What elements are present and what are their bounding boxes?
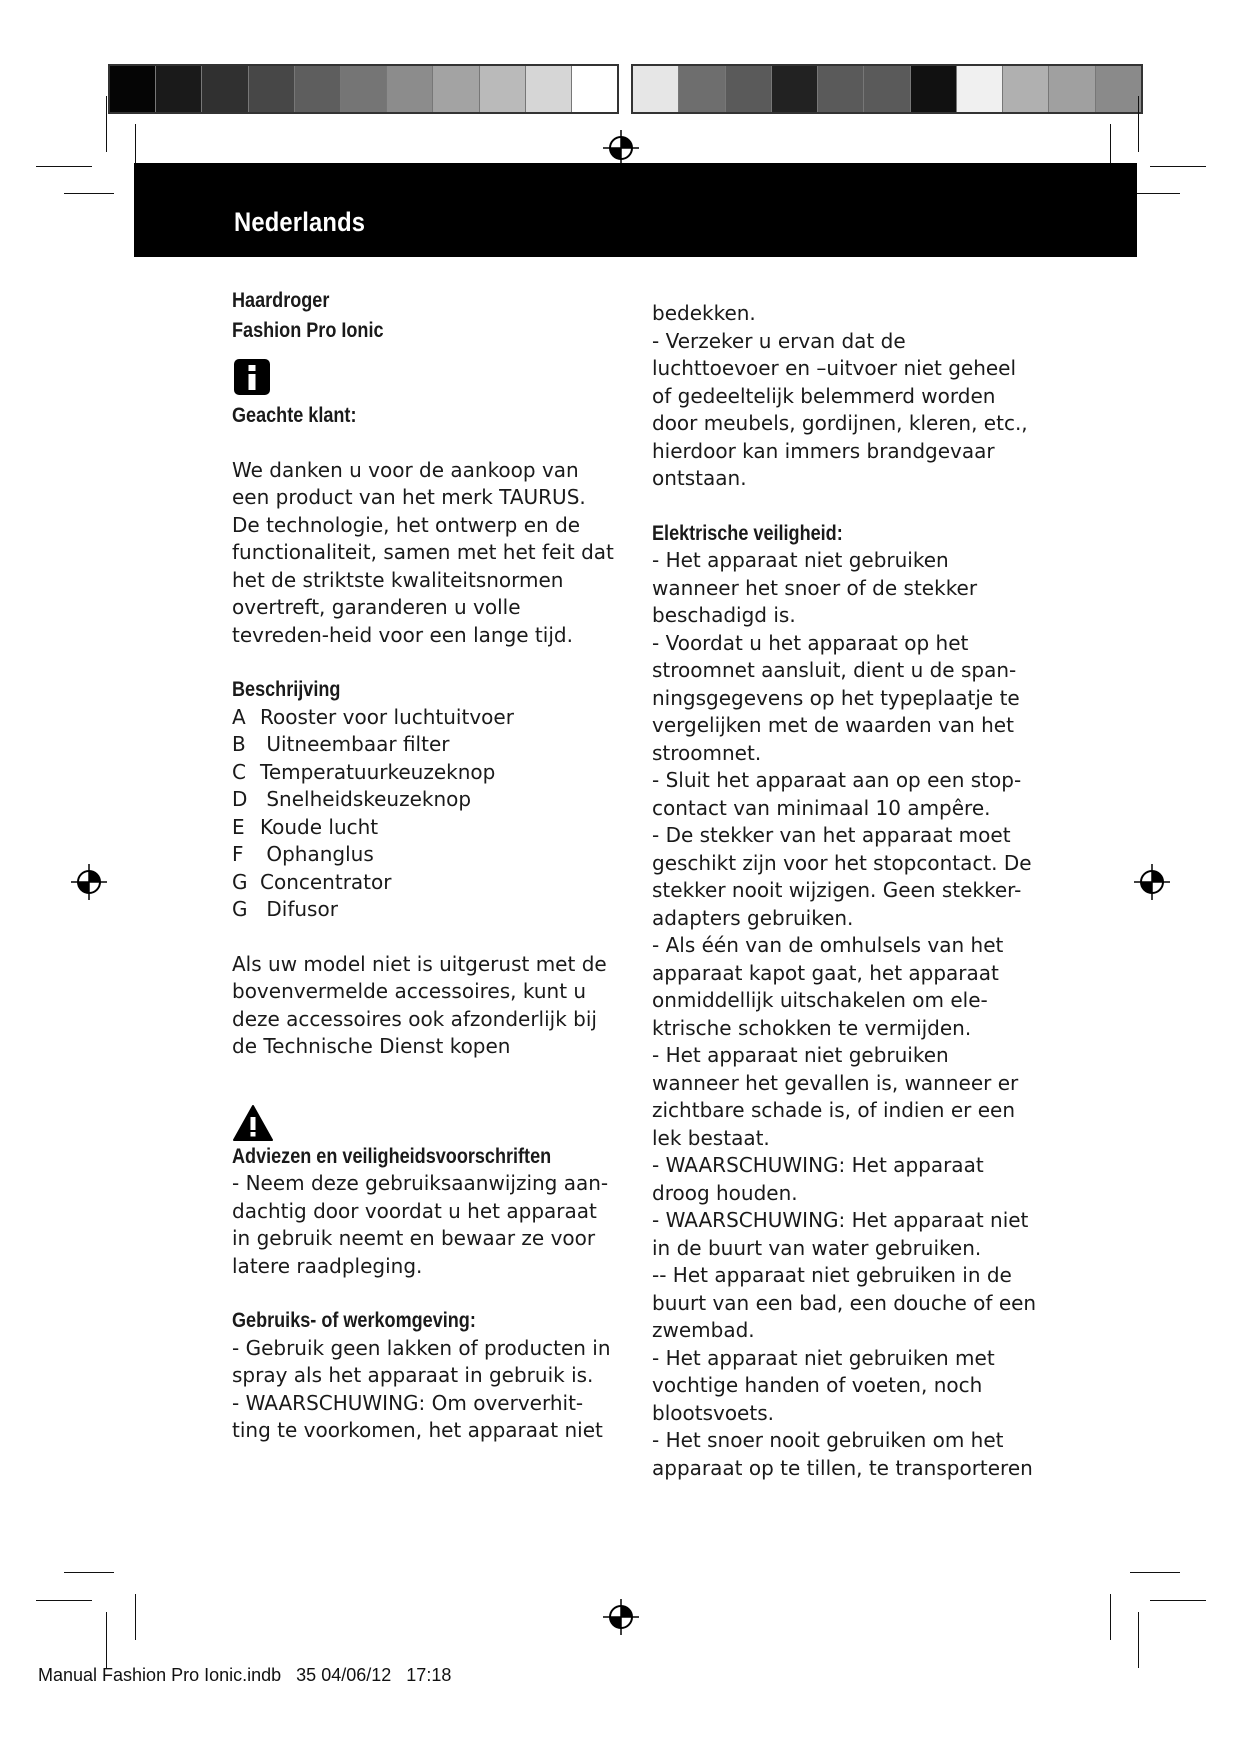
continuation-text: bedekken. - Verzeker u ervan dat de luchttoevoer en –uitvoer niet geheel of gedeeltelijk belemmerd worden door meubels, gordijnen, kleren, etc., hierdoor kan immers brandgevaar ontstaan.: [652, 301, 1028, 490]
color-swatch: [202, 66, 248, 112]
color-swatch: [249, 66, 295, 112]
crop-mark: [36, 1600, 92, 1601]
crop-mark: [36, 166, 92, 167]
description-item-letter: E: [232, 814, 245, 839]
color-swatch: [726, 66, 772, 112]
registration-target-icon: [70, 863, 108, 901]
slug-filename: Manual Fashion Pro Ionic.indb: [38, 1665, 282, 1685]
description-item-label: Koude lucht: [260, 814, 379, 839]
crop-mark: [106, 96, 107, 152]
header-band: [134, 163, 1137, 257]
crop-mark: [64, 193, 114, 194]
color-swatch: [818, 66, 864, 112]
crop-mark: [1150, 1600, 1206, 1601]
crop-mark: [1110, 1594, 1111, 1640]
color-swatch: [156, 66, 202, 112]
warning-icon: [232, 1103, 274, 1143]
left-column: [232, 287, 617, 1445]
color-bar-right: [631, 64, 1143, 114]
safety-heading: Adviezen en veiligheidsvoorschriften: [232, 1144, 552, 1168]
crop-mark: [106, 1612, 107, 1668]
description-item-label: Temperatuurkeuzeknop: [260, 759, 496, 784]
description-item: [232, 841, 617, 869]
crop-mark: [1150, 166, 1206, 167]
color-swatch: [864, 66, 910, 112]
color-swatch: [572, 66, 617, 112]
color-swatch: [480, 66, 526, 112]
description-item-label: Uitneembaar filter: [260, 732, 450, 756]
environment-heading: Gebruiks- of werkomgeving:: [232, 1309, 476, 1332]
registration-target-icon: [602, 129, 640, 167]
crop-mark: [1130, 193, 1180, 194]
accessories-note: Als uw model niet is uitgerust met de bovenvermelde accessoires, kunt u deze accessoires ook afzonderlijk bij de Technische Dienst kopen: [232, 951, 607, 1058]
color-swatch: [911, 66, 957, 112]
description-item-letter: B: [232, 732, 246, 756]
environment-text: - Gebruik geen lakken of producten in spray als het apparaat in gebruik is. - WAARSCHUWING: Om oververhit-ting te voorkomen, het apparaat niet: [232, 1335, 611, 1442]
registration-target-icon: [602, 1598, 640, 1636]
slug-date: 04/06/12: [321, 1665, 392, 1685]
description-item-letter: D: [232, 787, 248, 811]
color-swatch: [1096, 66, 1141, 112]
color-swatch: [110, 66, 156, 112]
description-item-label: Ophanglus: [260, 842, 374, 866]
description-item: [232, 704, 617, 732]
crop-mark: [1138, 96, 1139, 152]
right-column: [652, 300, 1037, 1482]
electrical-safety-text: - Het apparaat niet gebruiken wanneer het snoer of de stekker beschadigd is. - Voordat u het apparaat op het stroomnet aansluit, dient u de span-ningsgegevens op het typeplaatje te vergelijken met de waarden van het stroomnet. - Sluit het apparaat aan op een stop-contact van minimaal 10 ampêre. - De stekker van het apparaat moet geschikt zijn voor het stopcontact. De stekker nooit wijzigen. Geen stekker-adapters gebruiken. - Als één van de omhulsels van het apparaat kapot gaat, het apparaat onmiddellijk uitschakelen om ele-ktrische schokken te vermijden. - Het apparaat niet gebruiken wanneer het gevallen is, wanneer er zichtbare schade is, of indien er een lek bestaat. - WAARSCHUWING: Het apparaat droog houden. - WAARSCHUWING: Het apparaat niet in de buurt van water gebruiken. -- Het apparaat niet gebruiken in de buurt van een bad, een douche of een zwembad. - Het apparaat niet gebruiken met vochtige handen of voeten, noch blootsvoets. - Het snoer nooit gebruiken om het apparaat op te tillen, te transporteren: [652, 548, 1037, 1480]
description-item-label: Rooster voor luchtuitvoer: [260, 704, 514, 729]
info-icon: [232, 357, 272, 397]
description-item-label: Difusor: [260, 897, 338, 921]
intro-paragraph: We danken u voor de aankoop van een product van het merk TAURUS. De technologie, het ontwerp en de functionaliteit, samen met het feit dat het de striktste kwaliteitsnormen overtreft, garanderen u volle tevreden-heid voor een lange tijd.: [232, 457, 614, 647]
color-swatch: [957, 66, 1003, 112]
print-slug: [38, 1665, 451, 1686]
color-bar-left: [108, 64, 619, 114]
color-swatch: [387, 66, 433, 112]
crop-mark: [64, 1572, 114, 1573]
description-item: [232, 896, 617, 924]
color-swatch: [633, 66, 679, 112]
crop-mark: [135, 1594, 136, 1640]
slug-page: 35: [296, 1665, 317, 1685]
color-swatch: [433, 66, 479, 112]
registration-target-icon: [1133, 863, 1171, 901]
crop-mark: [1138, 1612, 1139, 1668]
description-item: [232, 786, 617, 814]
description-item: [232, 759, 617, 787]
description-item-letter: G: [232, 869, 248, 894]
color-swatch: [341, 66, 387, 112]
description-item: [232, 731, 617, 759]
description-item-letter: A: [232, 704, 246, 729]
description-heading: Beschrijving: [232, 678, 341, 701]
greeting-heading: Geachte klant:: [232, 404, 357, 427]
crop-mark: [1130, 1572, 1180, 1573]
description-item-label: Concentrator: [260, 869, 392, 894]
product-name-line1: Haardroger: [232, 289, 330, 312]
description-item: [232, 869, 617, 897]
description-item: [232, 814, 617, 842]
color-swatch: [1003, 66, 1049, 112]
description-item-letter: F: [232, 842, 244, 866]
color-swatch: [1049, 66, 1095, 112]
color-swatch: [679, 66, 725, 112]
electrical-safety-heading: Elektrische veiligheid:: [652, 521, 843, 545]
description-item-letter: G: [232, 897, 248, 921]
description-item-letter: C: [232, 759, 246, 784]
color-swatch: [772, 66, 818, 112]
color-swatch: [295, 66, 341, 112]
slug-time: 17:18: [406, 1665, 452, 1685]
language-title: Nederlands: [234, 207, 366, 237]
product-name-line2: Fashion Pro Ionic: [232, 318, 384, 342]
safety-text: - Neem deze gebruiksaanwijzing aan-dachtig door voordat u het apparaat in gebruik neemt en bewaar ze voor latere raadpleging.: [232, 1171, 609, 1278]
color-swatch: [526, 66, 572, 112]
description-list: [232, 704, 617, 924]
description-item-label: Snelheidskeuzeknop: [260, 787, 472, 811]
